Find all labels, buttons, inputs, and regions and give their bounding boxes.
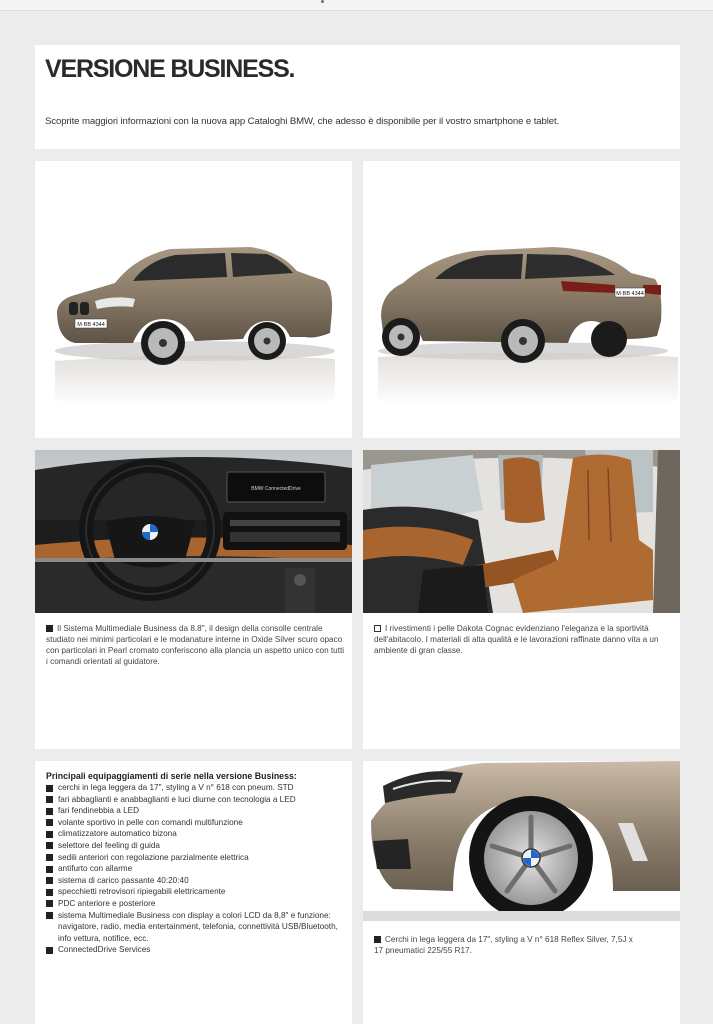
front-plate-text: M·BB 4344	[77, 322, 105, 328]
feature-item: cerchi in lega leggera da 17", styling a V n° 618 con pneum. STD	[46, 782, 346, 794]
wheel-card	[363, 761, 680, 1024]
feature-item: sistema Multimediale Business con display a colori LCD da 8,8" e funzione: navigatore, radio, media entertainment, telefonia, connettività USB/Bluetooth, info vettura, notifice, ecc.	[46, 910, 346, 945]
feature-item: sistema di carico passante 40:20:40	[46, 875, 346, 887]
car-front-card	[35, 161, 352, 438]
feature-item: selettore del feeling di guida	[46, 840, 346, 852]
feature-item: ConnectedDrive Services	[46, 944, 346, 956]
feature-item: volante sportivo in pelle con comandi multifunzione	[46, 817, 346, 829]
features-title: Principali equipaggiamenti di serie nella versione Business:	[46, 771, 297, 781]
dashboard-screen-label: BMW ConnectedDrive	[251, 486, 301, 492]
status-dot	[321, 0, 324, 3]
feature-item: climatizzatore automatico bizona	[46, 828, 346, 840]
bullet-filled-square-icon	[46, 625, 53, 632]
wheel-image	[363, 761, 680, 921]
page-subtitle: Scoprite maggiori informazioni con la nuova app Cataloghi BMW, che adesso è disponibile per il vostro smartphone e tablet.	[45, 116, 560, 127]
feature-item: fari abbaglianti e anabbaglianti e luci diurne con tecnologia a LED	[46, 794, 346, 806]
features-list	[46, 782, 346, 956]
feature-item: antifurto con allarme	[46, 863, 346, 875]
seats-card	[363, 450, 680, 749]
seats-caption	[374, 623, 674, 656]
car-rear-card	[363, 161, 680, 438]
feature-item: PDC anteriore e posteriore	[46, 898, 346, 910]
wheel-caption	[374, 934, 644, 956]
dashboard-image	[35, 450, 352, 613]
seats-image	[363, 450, 680, 613]
rear-plate-text: M·BB 4344	[616, 291, 644, 297]
car-rear-image	[363, 161, 680, 438]
feature-item: fari fendinebbia a LED	[46, 805, 346, 817]
features-card	[35, 761, 352, 1024]
header-card	[35, 45, 680, 149]
bullet-filled-square-icon	[374, 936, 381, 943]
car-front-image	[35, 161, 352, 438]
dashboard-card	[35, 450, 352, 749]
dashboard-caption-text: Il Sistema Multimediale Business da 8.8", il design della consolle centrale studiato nei minimi particolari e le modanature interne in Oxide Silver scuro opaco con particolari in Pearl cromato conferiscono alla plancia un aspetto unico con tutti i comandi orientati al guidatore.	[46, 624, 345, 666]
feature-item: specchietti retrovisori ripiegabili elettricamente	[46, 886, 346, 898]
bullet-open-square-icon	[374, 625, 381, 632]
dashboard-caption	[46, 623, 346, 667]
page-title: VERSIONE BUSINESS.	[45, 55, 295, 83]
wheel-caption-text: Cerchi in lega leggera da 17", styling a V n° 618 Reflex Silver, 7,5J x 17 pneumatici 225/55 R17.	[374, 935, 633, 955]
top-bar	[0, 0, 713, 11]
seats-caption-text: I rivestimenti i pelle Dakota Cognac evidenziano l'eleganza e la sportività dell'abitacolo. I materiali di alta qualità e le lavorazioni raffinate danno vita a un ambiente di gran classe.	[374, 624, 659, 655]
feature-item: sedili anteriori con regolazione parzialmente elettrica	[46, 852, 346, 864]
